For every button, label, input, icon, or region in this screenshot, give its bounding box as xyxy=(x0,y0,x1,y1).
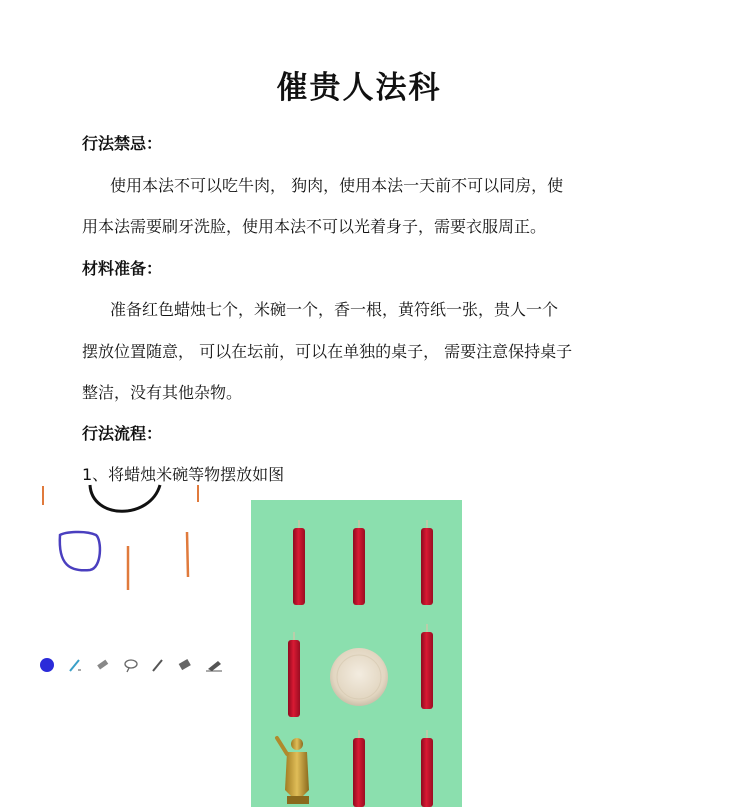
candle-icon xyxy=(353,730,365,807)
candle-icon xyxy=(421,520,433,605)
statue-icon xyxy=(277,738,309,804)
sketch-candle-stroke xyxy=(187,532,188,577)
altar-photo-art xyxy=(251,500,462,807)
taboo-line-1: 使用本法不可以吃牛肉， 狗肉，使用本法一天前不可以同房，使 xyxy=(110,176,564,195)
rice-bowl-icon xyxy=(330,648,388,706)
candle-icon xyxy=(293,520,305,605)
candle-icon xyxy=(421,624,433,709)
candle-icon xyxy=(288,632,300,717)
section-heading-materials: 材料准备： xyxy=(82,259,163,278)
color-dot-icon[interactable] xyxy=(40,658,54,672)
section-heading-procedure: 行法流程： xyxy=(82,424,163,443)
sketch-statue-stroke xyxy=(60,532,100,570)
pen-toolbar xyxy=(38,656,228,674)
materials-line-3: 整洁，没有其他杂物。 xyxy=(82,383,243,402)
lasso-icon[interactable] xyxy=(125,660,137,672)
sketch-drawing xyxy=(30,480,230,680)
candle-icon xyxy=(353,520,365,605)
highlighter-icon[interactable] xyxy=(179,659,191,670)
pen-icon[interactable] xyxy=(70,660,81,671)
procedure-step-1: 1、将蜡烛米碗等物摆放如图 xyxy=(82,465,285,484)
marker-icon[interactable] xyxy=(153,660,162,671)
candle-icon xyxy=(421,730,433,807)
altar-photo xyxy=(251,500,462,807)
materials-line-2: 摆放位置随意， 可以在坛前，可以在单独的桌子， 需要注意保持桌子 xyxy=(82,342,573,361)
eraser-icon[interactable] xyxy=(97,660,108,670)
taboo-line-2: 用本法需要刷牙洗脸，使用本法不可以光着身子，需要衣服周正。 xyxy=(82,217,547,236)
materials-line-1: 准备红色蜡烛七个，米碗一个，香一根，黄符纸一张，贵人一个 xyxy=(110,300,559,319)
sketch-bowl-stroke xyxy=(90,485,160,511)
page-title: 催贵人法科 xyxy=(276,70,442,106)
brush-icon[interactable] xyxy=(206,661,222,671)
section-heading-taboo: 行法禁忌： xyxy=(82,134,163,153)
